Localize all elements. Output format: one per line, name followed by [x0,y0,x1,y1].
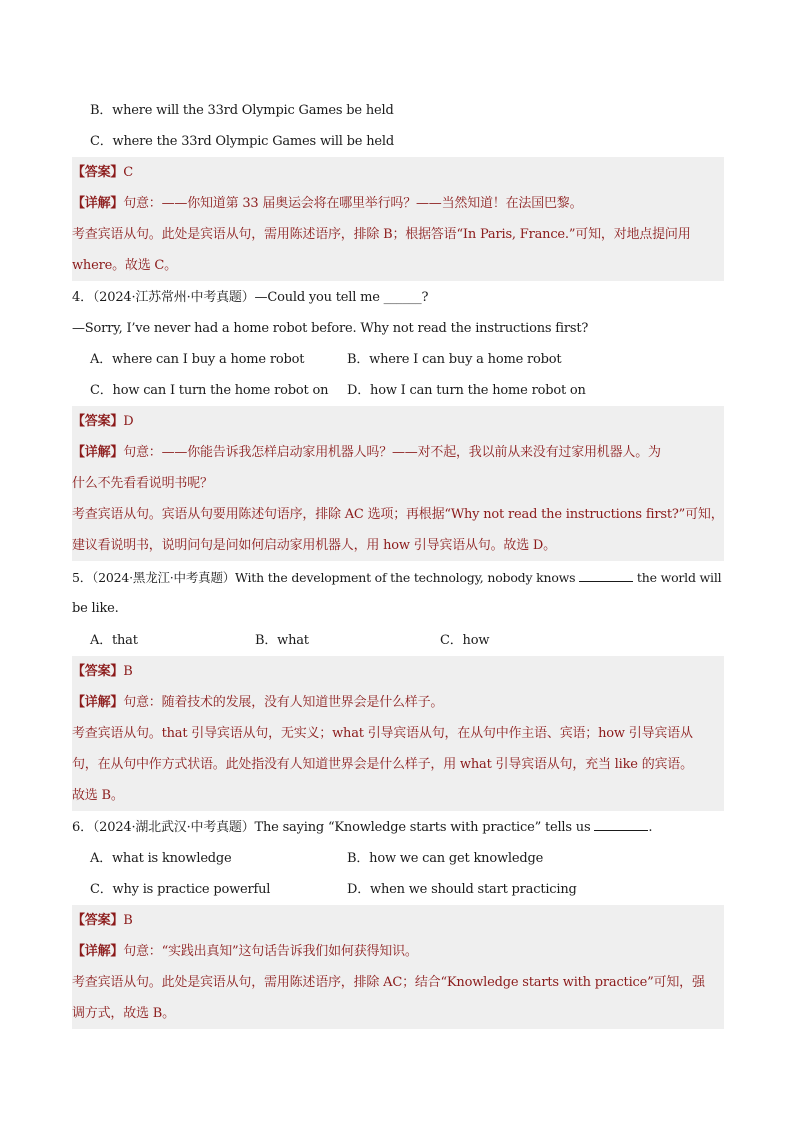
q6-stem-part-1: 6．（2024·湖北武汉·中考真题）The saying “Knowledge starts with practice” tells us [72,820,591,835]
q6-answer-row [72,905,724,936]
q5-stem-2: be like. [72,601,119,616]
q5-stem-part-1: 5．（2024·黑龙江·中考真题）With the development of the technology, nobody knows [72,570,576,585]
q5-options-row [72,625,724,656]
q6-option-c: C．why is practice powerful [90,882,271,897]
q5-option-c: C．how [440,633,490,648]
q6-stem-1 [72,812,724,843]
q3-detail-row-2: 考查宾语从句。此处是宾语从句，需用陈述语序，排除 B；根据答语“In Paris, France.”可知，对地点提问用 [72,219,724,250]
q6-option-b: B．how we can get knowledge [347,851,544,866]
q3-option-c-row [72,126,724,157]
q3-detail-row-1 [72,188,724,219]
answer-blank [579,568,633,582]
answer-blank [594,817,648,831]
q3-detail-row-3: where。故选 C。 [72,250,724,281]
q5-answer: B [123,664,133,679]
q5-stem-1 [72,562,724,593]
answer-tag: 【答案】 [72,165,124,180]
q4-detail-row-3: 考查宾语从句。宾语从句要用陈述句语序，排除 AC 选项；再根据“Why not read the instructions first?”可知， [72,499,724,530]
q6-detail-row-1 [72,936,724,967]
q4-detail-1: 句意：——你能告诉我怎样启动家用机器人吗？——对不起，我以前从来没有过家用机器人。为 [123,445,661,460]
detail-tag: 【详解】 [72,695,124,710]
q5-stem-part-2: the world will [636,570,722,585]
detail-tag: 【详解】 [72,196,124,211]
q4-stem-1: 4．（2024·江苏常州·中考真题）—Could you tell me ______? [72,290,429,305]
q3-option-b-row [72,95,724,126]
q3-detail-1: 句意：——你知道第 33 届奥运会将在哪里举行吗？——当然知道！在法国巴黎。 [123,196,583,211]
q3-option-c: C．where the 33rd Olympic Games will be held [90,134,394,149]
q4-answer: D [123,414,134,429]
q4-option-a: A．where can I buy a home robot [90,352,305,367]
q4-option-b: B．where I can buy a home robot [347,352,562,367]
q4-options-row-1 [72,344,724,375]
q6-detail-row-2: 考查宾语从句。此处是宾语从句，需用陈述语序，排除 AC；结合“Knowledge starts with practice”可知，强 [72,967,724,998]
answer-tag: 【答案】 [72,913,124,928]
q5-detail-row-4: 故选 B。 [72,780,724,811]
q5-option-b: B．what [255,633,309,648]
q4-detail-row-1 [72,437,724,468]
q4-detail-row-4: 建议看说明书，说明问句是问如何启动家用机器人，用 how 引导宾语从句。故选 D。 [72,530,724,561]
q6-detail-1: 句意：“实践出真知”这句话告诉我们如何获得知识。 [123,944,418,959]
q4-stem-2: —Sorry, I’ve never had a home robot before. Why not read the instructions first? [72,321,589,336]
q3-option-b: B．where will the 33rd Olympic Games be held [90,103,394,118]
q4-detail-row-2: 什么不先看看说明书呢？ [72,468,724,499]
q6-detail-row-3: 调方式，故选 B。 [72,998,724,1029]
q4-option-d: D．how I can turn the home robot on [347,383,586,398]
answer-tag: 【答案】 [72,414,124,429]
detail-tag: 【详解】 [72,445,124,460]
q3-answer: C [123,165,133,180]
detail-tag: 【详解】 [72,944,124,959]
q3-answer-row [72,157,724,188]
q5-detail-row-1 [72,687,724,718]
q4-answer-row [72,406,724,437]
q6-answer: B [123,913,133,928]
q4-options-row-2 [72,375,724,406]
q4-option-c: C．how can I turn the home robot on [90,383,329,398]
q5-answer-row [72,656,724,687]
q6-options-row-2 [72,874,724,905]
q6-option-d: D．when we should start practicing [347,882,577,897]
q5-detail-row-2: 考查宾语从句。that 引导宾语从句，无实义；what 引导宾语从句，在从句中作主语、宾语；how 引导宾语从 [72,718,724,749]
q5-detail-row-3: 句，在从句中作方式状语。此处指没有人知道世界会是什么样子，用 what 引导宾语从句，充当 like 的宾语。 [72,749,724,780]
q6-options-row-1 [72,843,724,874]
answer-tag: 【答案】 [72,664,124,679]
q6-option-a: A．what is knowledge [90,851,232,866]
q5-detail-1: 句意：随着技术的发展，没有人知道世界会是什么样子。 [123,695,444,710]
q6-stem-part-2: . [648,820,653,835]
q5-option-a: A．that [90,633,138,648]
